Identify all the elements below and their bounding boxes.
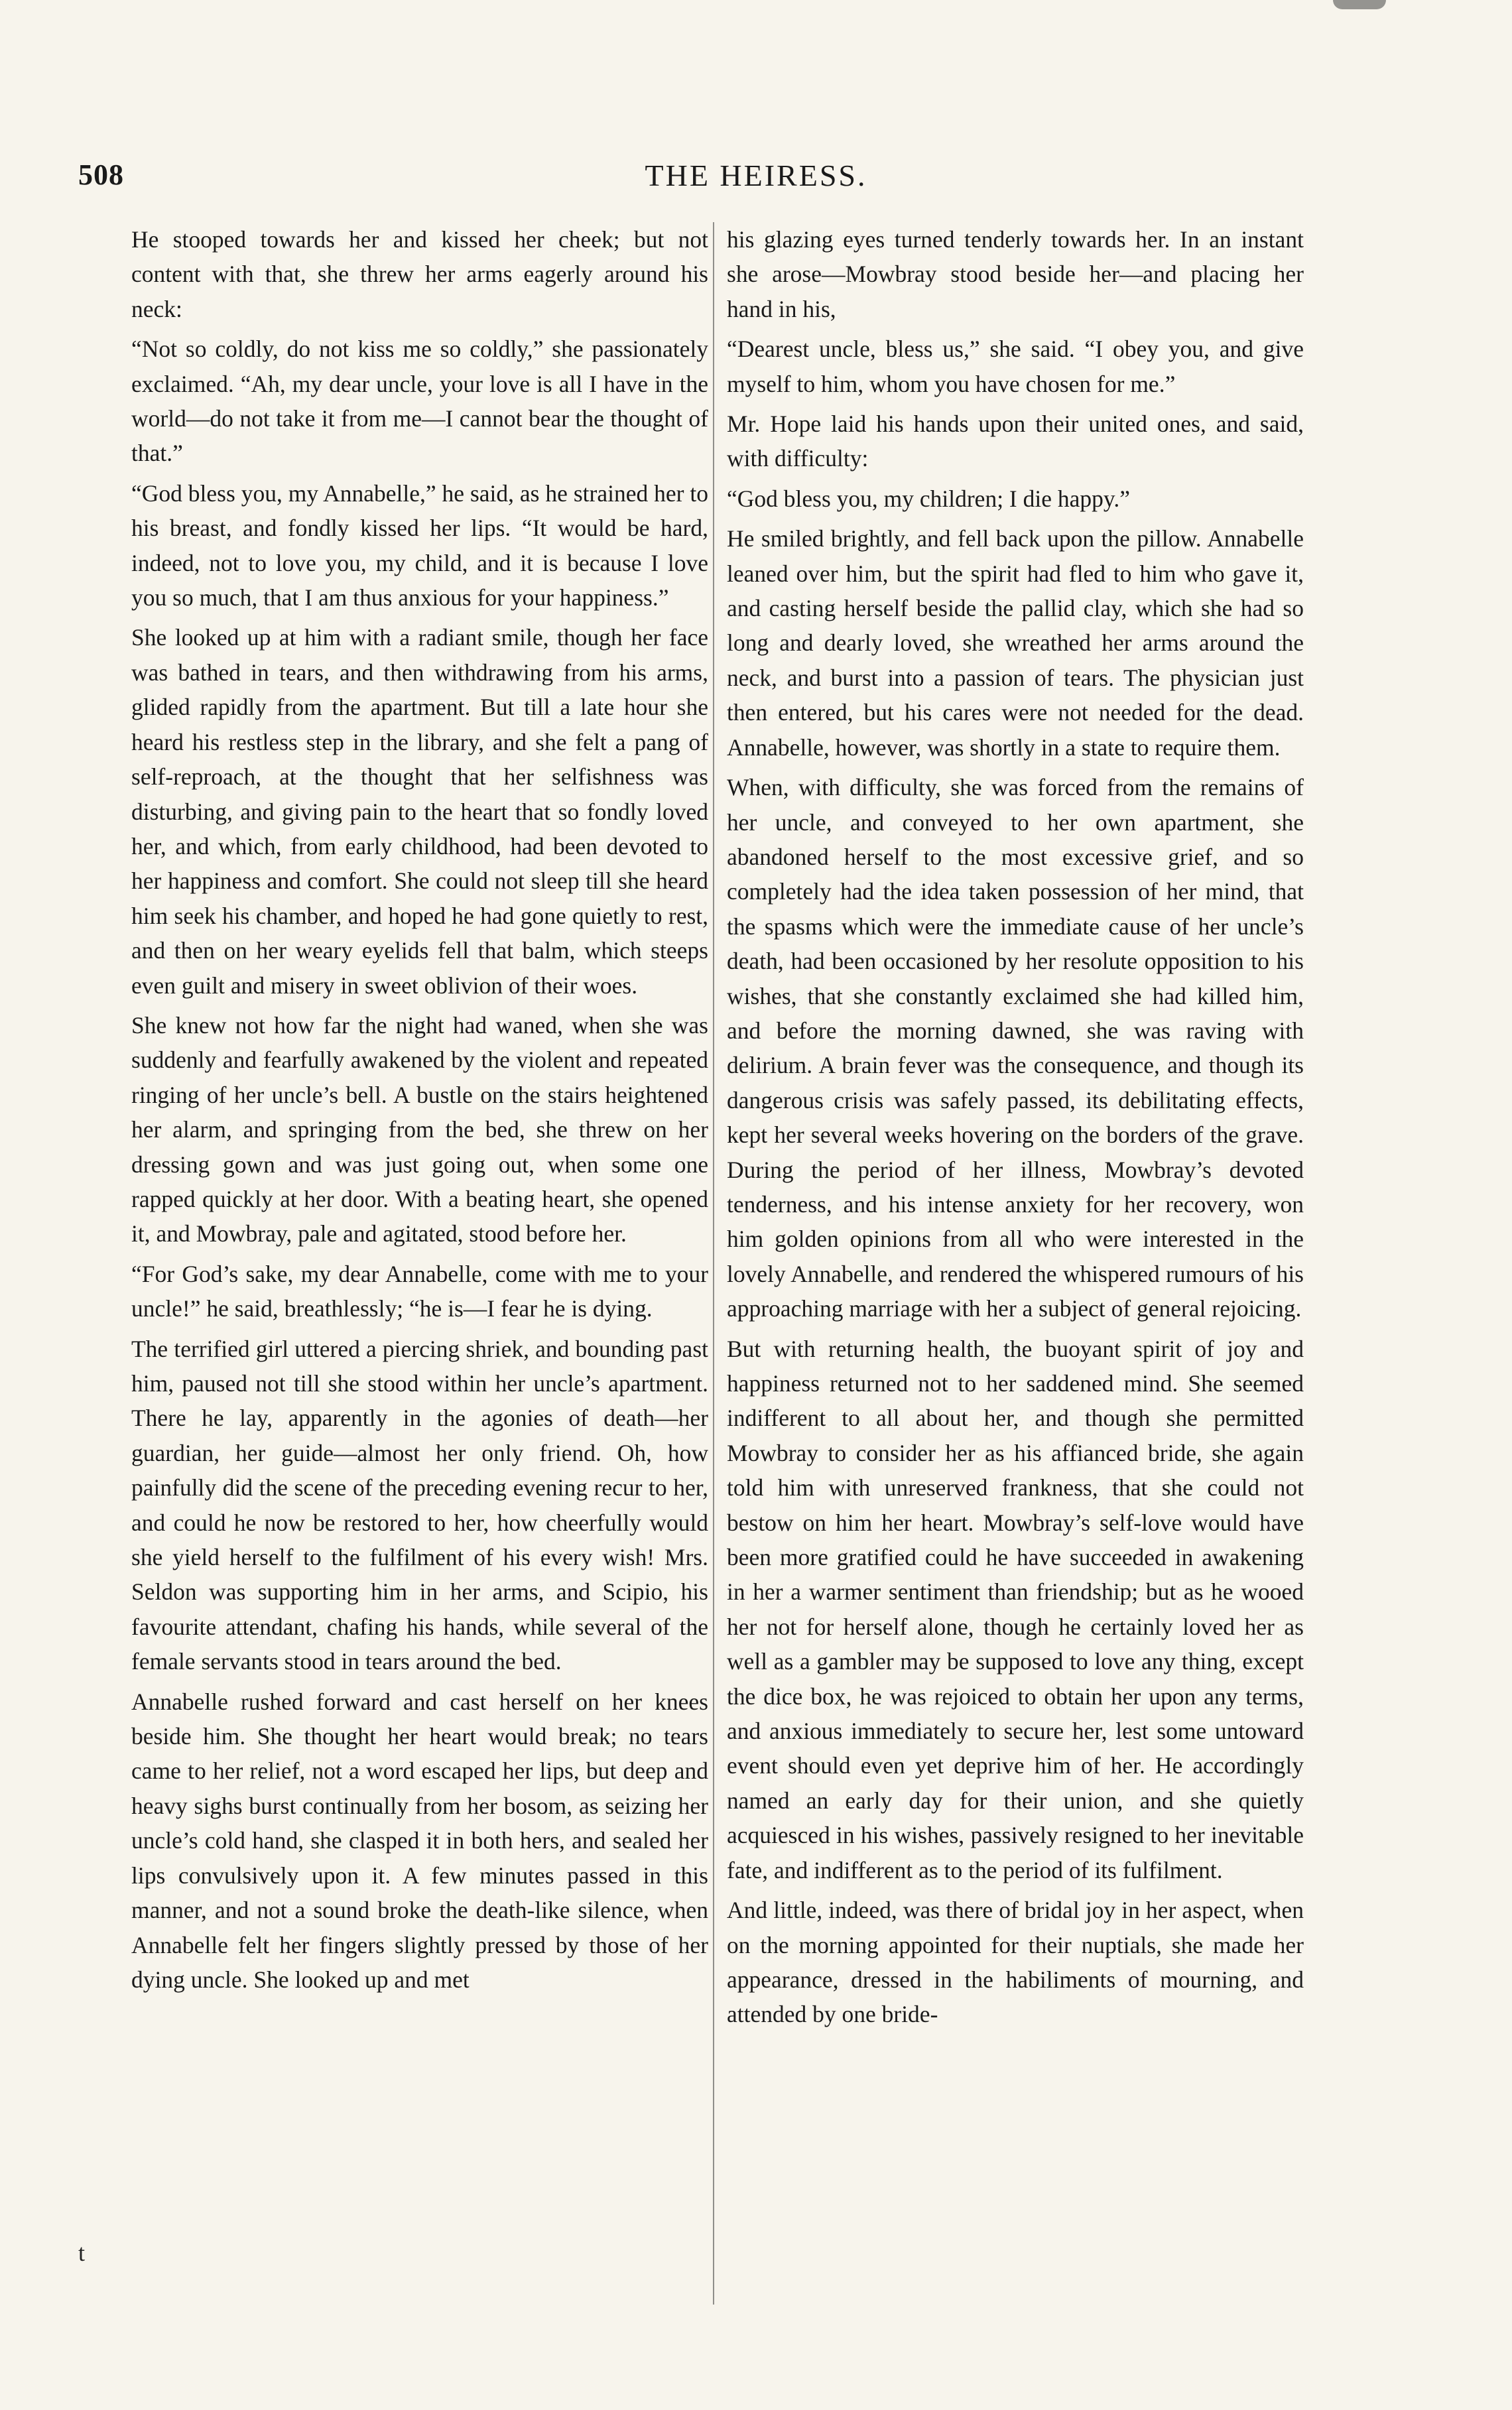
left-column: [131, 222, 708, 2002]
right-column: [727, 222, 1304, 2037]
paragraph: “For God’s sake, my dear Annabelle, come with me to your uncle!” he said, breathlessly; “he is—I fear he is dying.: [131, 1260, 708, 1322]
paragraph: He stooped towards her and kissed her cheek; but not content with that, she threw her arms eagerly around his neck:: [131, 226, 708, 322]
paragraph: When, with difficulty, she was forced from the remains of her uncle, and conveyed to her own apartment, she abandoned herself to the most excessive grief, and so completely had the idea taken possession of her mind, that the spasms which were the immediate cause of her uncle’s death, had been occasioned by her resolute opposition to his wishes, that she constantly exclaimed she had killed him, and before the morning dawned, she was raving with delirium. A brain fever was the consequence, and though its dangerous crisis was safely passed, its debilitating effects, kept her several weeks hovering on the borders of the grave. During the period of her illness, Mowbray’s devoted tenderness, and his intense anxiety for her recovery, won him golden opinions from all who were interested in the lovely Annabelle, and rendered the whispered rumours of his approaching marriage with her a subject of general rejoicing.: [727, 774, 1304, 1322]
paragraph: He smiled brightly, and fell back upon the pillow. Annabelle leaned over him, but the spirit had fled to him who gave it, and casting herself beside the pallid clay, which she had so long and dearly loved, she wreathed her arms around the neck, and burst into a passion of tears. The physician just then entered, but his cares were not needed for the dead. Annabelle, however, was shortly in a state to require them.: [727, 525, 1304, 761]
paragraph: “Dearest uncle, bless us,” she said. “I obey you, and give myself to him, whom you have chosen for me.”: [727, 336, 1304, 397]
paragraph: Mr. Hope laid his hands upon their united ones, and said, with difficulty:: [727, 411, 1304, 472]
column-rule: [713, 222, 714, 2305]
paragraph: his glazing eyes turned tenderly towards her. In an instant she arose—Mowbray stood beside her—and placing her hand in his,: [727, 226, 1304, 322]
page-number: 508: [78, 159, 124, 191]
paragraph: And little, indeed, was there of bridal joy in her aspect, when on the morning appointed for their nuptials, she made her appearance, dressed in the habiliments of mourning, and attended by one bride-: [727, 1897, 1304, 2028]
paragraph: But with returning health, the buoyant spirit of joy and happiness returned not to her saddened mind. She seemed indifferent to all about her, and though she permitted Mowbray to consider her as his affianced bride, she again told him with unreserved frankness, that she could not bestow on him her heart. Mowbray’s self-love would have been more gratified could he have succeeded in awakening in her a warmer sentiment than friendship; but as he wooed her not for herself alone, though he certainly loved her as well as a gambler may be supposed to love any thing, except the dice box, he was rejoiced to obtain her upon any terms, and anxious immediately to secure her, lest some untoward event should even yet deprive him of her. He accordingly named an early day for their union, and she quietly acquiesced in his wishes, passively resigned to her inevitable fate, and indifferent as to the period of its fulfilment.: [727, 1335, 1304, 1883]
paragraph: She knew not how far the night had waned, when she was suddenly and fearfully awakened by the violent and repeated ringing of her uncle’s bell. A bustle on the stairs heightened her alarm, and springing from the bed, she threw on her dressing gown and was just going out, when some one rapped quickly at her door. With a beating heart, she opened it, and Mowbray, pale and agitated, stood before her.: [131, 1011, 708, 1247]
paragraph: She looked up at him with a radiant smile, though her face was bathed in tears, and then withdrawing from his arms, glided rapidly from the apartment. But till a late hour she heard his restless step in the library, and she felt a pang of self-reproach, at the thought that her selfishness was disturbing, and giving pain to the heart that so fondly loved her, and which, from early childhood, had been devoted to her happiness and comfort. She could not sleep till she heard him seek his chamber, and hoped he had gone quietly to rest, and then on her weary eyelids fell that balm, which steeps even guilt and misery in sweet oblivion of their woes.: [131, 624, 708, 999]
paragraph: The terrified girl uttered a piercing shriek, and bounding past him, paused not till she stood within her uncle’s apartment. There he lay, apparently in the agonies of death—her guardian, her guide—almost her only friend. Oh, how painfully did the scene of the preceding evening recur to her, and could he now be restored to her, how cheerfully would she yield herself to the fulfilment of his every wish! Mrs. Seldon was supporting him in her arms, and Scipio, his favourite attendant, chafing his hands, while several of the female servants stood in tears around the bed.: [131, 1335, 708, 1675]
paragraph: “Not so coldly, do not kiss me so coldly,” she passionately exclaimed. “Ah, my dear uncle, your love is all I have in the world—do not take it from me—I cannot bear the thought of that.”: [131, 336, 708, 467]
corner-ink-mark: [1333, 0, 1386, 9]
running-title: THE HEIRESS.: [645, 159, 867, 192]
paragraph: “God bless you, my Annabelle,” he said, as he strained her to his breast, and fondly kissed her lips. “It would be hard, indeed, not to love you, my child, and it is because I love you so much, that I am thus anxious for your happiness.”: [131, 479, 708, 611]
margin-letter: t: [78, 2240, 86, 2266]
paragraph: “God bless you, my children; I die happy.”: [727, 485, 1130, 512]
paragraph: Annabelle rushed forward and cast herself on her knees beside him. She thought her heart would break; no tears came to her relief, not a word escaped her lips, but deep and heavy sighs burst continually from her bosom, as seizing her uncle’s cold hand, she clasped it in both hers, and sealed her lips convulsively upon it. A few minutes passed in this manner, and not a sound broke the death-like silence, when Annabelle felt her fingers slightly pressed by those of her dying uncle. She looked up and met: [131, 1688, 708, 1993]
